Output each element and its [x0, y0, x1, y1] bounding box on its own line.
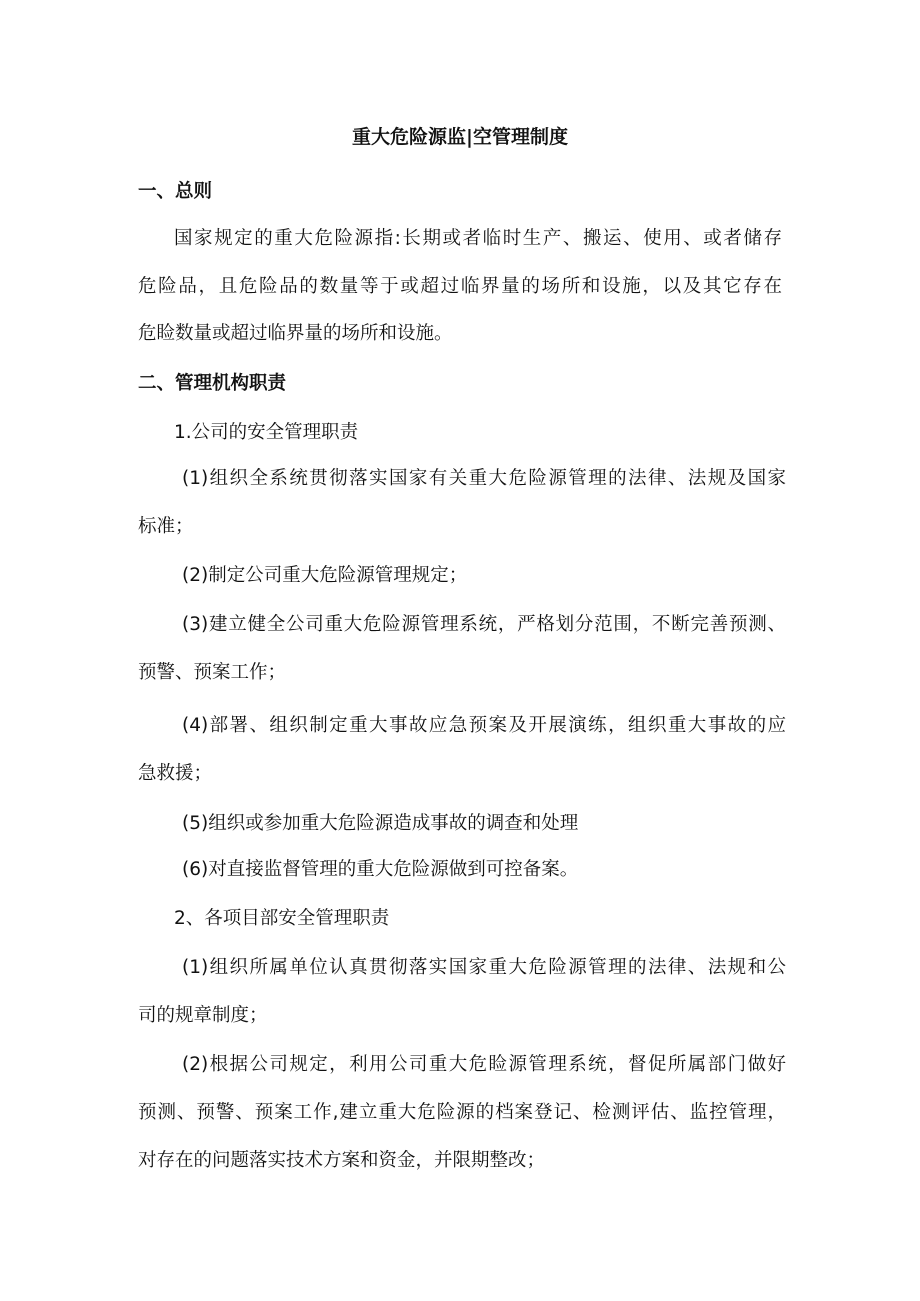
list-item-line: 急救援；: [138, 763, 213, 784]
paragraph-line: 国家规定的重大危险源指:长期或者临时生产、搬运、使用、或者储存: [174, 228, 782, 249]
paragraph-line: 危险品，且危险品的数量等于或超过临界量的场所和设施，以及其它存在: [138, 276, 782, 297]
list-item-line: 预测、预警、预案工作,建立重大危险源的档案登记、检测评估、监控管理，: [138, 1102, 786, 1123]
list-item-line: (3)建立健全公司重大危险源管理系统，严格划分范围，不断完善预测、: [182, 614, 786, 635]
section-heading-general: 一、总则: [138, 181, 213, 202]
paragraph-line: 危睑数量或超过临界量的场所和设施。: [138, 323, 453, 344]
list-item-line: 对存在的问题落实技术方案和资金，并限期整改；: [138, 1150, 546, 1171]
list-item-line: (4)部署、组织制定重大事故应急预案及开展演练，组织重大事故的应: [182, 715, 786, 736]
list-item-line: 司的规章制度；: [138, 1005, 268, 1026]
list-item-line: (2)根据公司规定，利用公司重大危睑源管理系统，督促所属部门做好: [182, 1054, 786, 1075]
list-item-line: 标准；: [138, 516, 194, 537]
section-heading-responsibilities: 二、管理机构职责: [138, 373, 287, 394]
list-item-line: (1)组织全系统贯彻落实国家有关重大危险源管理的法律、法规及国家: [182, 468, 786, 489]
subsection-heading-project-dept: 2、各项目部安全管理职责: [174, 908, 390, 929]
list-item-line: (6)对直接监督管理的重大危险源做到可控备案。: [182, 859, 579, 880]
list-item-line: 预警、预案工作；: [138, 662, 287, 683]
subsection-heading-company: 1.公司的安全管理职责: [174, 422, 359, 443]
list-item-line: (1)组织所属单位认真贯彻落实国家重大危险源管理的法律、法规和公: [182, 957, 786, 978]
list-item-line: (5)组织或参加重大危险源造成事故的调查和处理: [182, 813, 579, 834]
list-item-line: (2)制定公司重大危险源管理规定；: [182, 565, 468, 586]
document-title: 重大危险源监|空管理制度: [352, 126, 568, 148]
